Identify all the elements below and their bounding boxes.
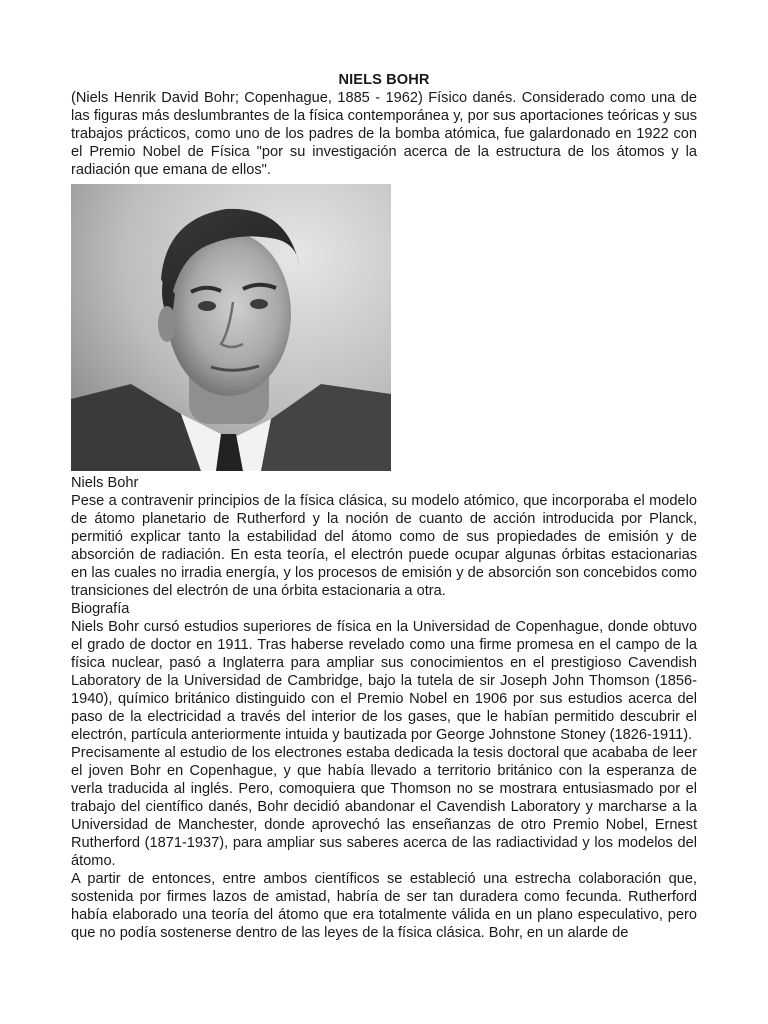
document-title: NIELS BOHR	[338, 72, 430, 88]
paragraph-biography-2: Precisamente al estudio de los electrones estaba dedicada la tesis doctoral que acababa de leer el joven Bohr en Copenhague, y que había llevado a territorio británico con la esperanza de verla traducida al inglés. Pero, comoquiera que Thomson no se mostrara entusiasmado por el trabajo del científico danés, Bohr decidió abandonar el Cavendish Laboratory y marcharse a la Universidad de Manchester, donde aprovechó las enseñanzas de otro Premio Nobel, Ernest Rutherford (1871-1937), para ampliar sus saberes acerca de las radiactividad y los modelos del átomo.	[71, 745, 697, 869]
photo-caption: Niels Bohr	[71, 475, 139, 491]
intro-paragraph: (Niels Henrik David Bohr; Copenhague, 1885 - 1962) Físico danés. Considerado como una de las figuras más deslumbrantes de la física contemporánea y, por sus aportaciones teóricas y sus trabajos prácticos, como uno de los padres de la bomba atómica, fue galardonado en 1922 con el Premio Nobel de Física "por su investigación acerca de la estructura de los átomos y la radiación que emana de ellos".	[71, 90, 697, 178]
paragraph-model: Pese a contravenir principios de la física clásica, su modelo atómico, que incorporaba el modelo de átomo planetario de Rutherford y la noción de cuanto de acción introducida por Planck, permitió explicar tanto la estabilidad del átomo como de sus propiedades de emisión y de absorción de radiación. En esta teoría, el electrón puede ocupar algunas órbitas estacionarias en las cuales no irradia energía, y los procesos de emisión y de absorción son concebidos como transiciones del electrón de una órbita estacionaria a otra.	[71, 493, 697, 599]
section-heading-biografia: Biografía	[71, 601, 130, 617]
paragraph-biography-1: Niels Bohr cursó estudios superiores de física en la Universidad de Copenhague, donde obtuvo el grado de doctor en 1911. Tras haberse revelado como una firme promesa en el campo de la física nuclear, pasó a Inglaterra para ampliar sus conocimientos en el prestigioso Cavendish Laboratory de la Universidad de Cambridge, bajo la tutela de sir Joseph John Thomson (1856-1940), químico británico distinguido con el Premio Nobel en 1906 por sus estudios acerca del paso de la electricidad a través del interior de los gases, que le habían permitido descubrir el electrón, partícula anteriormente intuida y bautizada por George Johnstone Stoney (1826-1911).	[71, 619, 697, 743]
portrait-photo	[71, 184, 391, 471]
document-page	[71, 72, 697, 942]
paragraph-biography-3: A partir de entonces, entre ambos científicos se estableció una estrecha colaboración que, sostenida por firmes lazos de amistad, habría de ser tan duradera como fecunda. Rutherford había elaborado una teoría del átomo que era totalmente válida en un plano especulativo, pero que no podía sostenerse dentro de las leyes de la física clásica. Bohr, en un alarde de	[71, 871, 697, 941]
